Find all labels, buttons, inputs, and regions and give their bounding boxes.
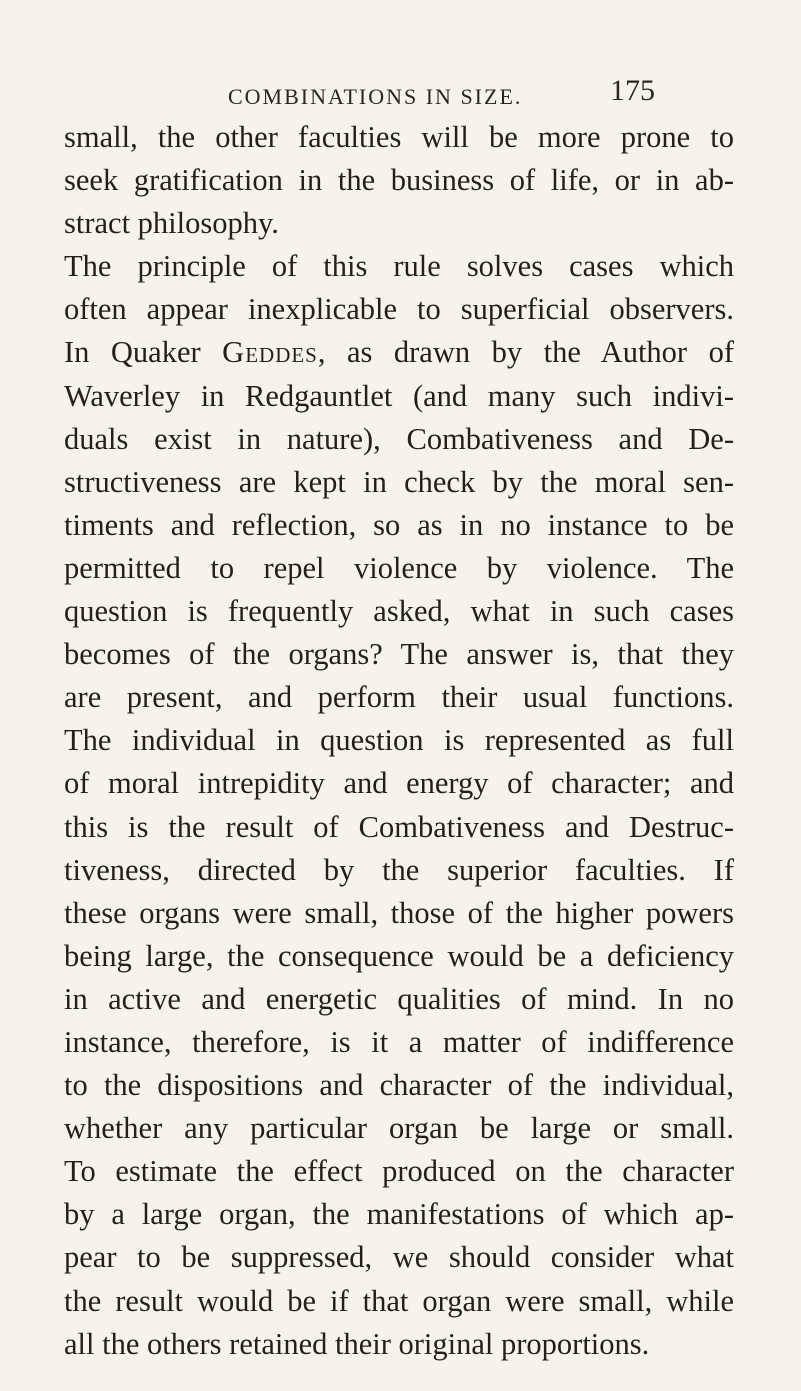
text-line: The individual in question is represented as full [64,723,734,758]
text-line: becomes of the organs? The answer is, that they [64,637,734,672]
text-line: To estimate the effect produced on the character [64,1154,734,1189]
text-line: structiveness are kept in check by the moral sen- [64,464,734,499]
text-line: permitted to repel violence by violence. The [64,550,734,585]
text-fragment: , as drawn by the Author of [317,335,734,370]
text-line: are present, and perform their usual functions. [64,680,734,715]
text-line: Waverley in Redgauntlet (and many such indivi- [64,378,734,413]
running-header-title: COMBINATIONS IN SIZE. [228,84,523,109]
text-line: all the others retained their original proportions. [64,1326,650,1361]
text-line: whether any particular organ be large or small. [64,1111,734,1146]
text-line: instance, therefore, is it a matter of indifference [64,1024,734,1059]
text-line: question is frequently asked, what in such cases [64,594,734,629]
text-line: by a large organ, the manifestations of which ap- [64,1197,734,1232]
text-line: The principle of this rule solves cases which [64,249,734,284]
page-number: 175 [610,74,655,107]
text-line: to the dispositions and character of the individual, [64,1068,734,1103]
text-line: stract philosophy. [64,206,279,241]
text-line-with-name [64,331,734,374]
text-line: in active and energetic qualities of mind. In no [64,981,734,1016]
text-line: small, the other faculties will be more prone to [64,120,734,154]
text-line: duals exist in nature), Combativeness and De- [64,421,734,456]
text-line: seek gratification in the business of life, or in ab- [64,163,734,198]
body-paragraphs [64,116,734,1366]
text-line: these organs were small, those of the higher powers [64,895,734,930]
text-line: timents and reflection, so as in no instance to be [64,507,734,542]
character-name-geddes: Geddes [222,335,318,370]
text-line: of moral intrepidity and energy of character; and [64,766,734,801]
text-fragment: In Quaker [64,335,223,370]
text-line: being large, the consequence would be a deficiency [64,938,734,973]
text-line: this is the result of Combativeness and Destruc- [64,809,734,844]
text-line: often appear inexplicable to superficial observers. [64,292,734,327]
text-line: the result would be if that organ were small, while [64,1283,734,1318]
text-line: tiveness, directed by the superior faculties. If [64,852,734,887]
text-line: pear to be suppressed, we should consider what [64,1240,734,1275]
